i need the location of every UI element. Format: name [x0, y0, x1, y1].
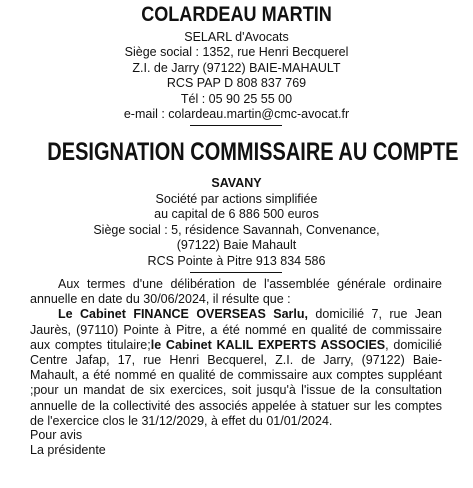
auditor-substitute-name: le Cabinet KALIL EXPERTS ASSOCIES	[150, 337, 386, 352]
divider-rule-top	[190, 125, 282, 126]
company-address-line-2: (97122) Baie Mahault	[176, 238, 297, 253]
closing-signatory: La présidente	[30, 443, 106, 458]
auditor-substitute-details: , domicilié Centre Jafap, 17, rue Henri Becquerel, Z.I. de Jarry, (97122) Baie-Mahault, a été nommé en qualité de commissaire aux comptes suppléant ;pour un mandat de six exercices, soit jusqu'à l'issue de la consultation annuelle de la collectivité des associés appelée à statuer sur les comptes de l'exercice clos le 31/12/2029, à effet du 01/01/2024.	[30, 337, 443, 428]
body-intro-paragraph: Aux termes d'une délibération de l'assemblée générale ordinaire annuelle en date du 30/06/2024, il résulte que :	[30, 277, 442, 307]
company-legal-form: Société par actions simplifiée	[155, 192, 318, 206]
auditor-titular-name: Le Cabinet FINANCE OVERSEAS Sarlu,	[58, 307, 308, 322]
closing-line-1: Pour avis	[30, 428, 83, 442]
company-address-line-1: Siège social : 5, résidence Savannah, Convenance,	[93, 222, 380, 237]
firm-info-block	[0, 30, 473, 122]
divider-rule-bottom	[190, 272, 282, 273]
firm-address-line-2: Z.I. de Jarry (97122) BAIE-MAHAULT	[132, 60, 341, 75]
notice-body	[30, 277, 442, 429]
firm-type: SELARL d'Avocats	[184, 30, 289, 44]
firm-address-line-1: Siège social : 1352, rue Henri Becquerel	[124, 45, 349, 60]
body-appointment-paragraph	[30, 307, 442, 429]
firm-phone: Tél : 05 90 25 55 00	[180, 91, 293, 106]
closing-block	[30, 428, 106, 459]
company-info-block	[0, 192, 473, 269]
company-name: SAVANY	[211, 176, 262, 190]
firm-name: COLARDEAU MARTIN	[141, 3, 332, 26]
company-capital: au capital de 6 886 500 euros	[154, 207, 319, 222]
firm-rcs: RCS PAP D 808 837 769	[166, 76, 307, 91]
firm-email: e-mail : colardeau.martin@cmc-avocat.fr	[123, 107, 350, 122]
notice-title: DESIGNATION COMMISSAIRE AU COMPTE	[47, 138, 459, 166]
company-rcs: RCS Pointe à Pitre 913 834 586	[147, 253, 326, 268]
auditor-titular-details: domicilié 7, rue Jean Jaurès, (97110) Pointe à Pitre, a été nommé en qualité de commissaire aux comptes titulaire;	[30, 307, 442, 352]
